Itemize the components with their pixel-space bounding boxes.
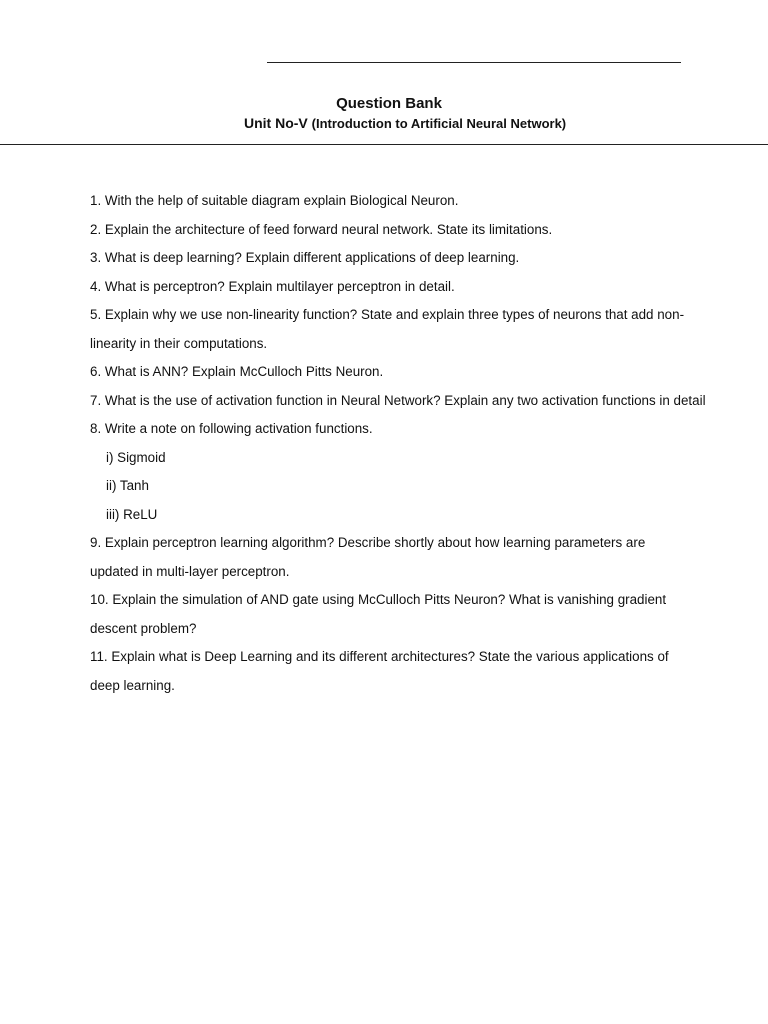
question-11-continued: deep learning. [90,677,175,693]
question-4: 4. What is perceptron? Explain multilayer perceptron in detail. [90,278,455,294]
question-7: 7. What is the use of activation function in Neural Network? Explain any two activation functions in detail [90,392,706,408]
question-1: 1. With the help of suitable diagram explain Biological Neuron. [90,193,459,208]
top-divider-line [267,62,681,63]
question-5-continued: linearity in their computations. [90,335,268,351]
unit-topic: (Introduction to Artificial Neural Network) [311,116,567,131]
question-9-continued: updated in multi-layer perceptron. [90,563,290,579]
question-10-continued: descent problem? [90,620,197,636]
question-11: 11. Explain what is Deep Learning and its different architectures? State the various applications of [90,649,669,664]
question-9: 9. Explain perceptron learning algorithm? Describe shortly about how learning parameters are [90,535,646,550]
question-8: 8. Write a note on following activation functions. [90,421,373,436]
question-3: 3. What is deep learning? Explain different applications of deep learning. [90,250,520,265]
document-title: Question Bank [336,95,442,112]
question-8-sub-sigmoid: i) Sigmoid [106,449,166,465]
question-8-sub-relu: iii) ReLU [106,506,158,522]
question-2: 2. Explain the architecture of feed forward neural network. State its limitations. [90,221,553,237]
question-5: 5. Explain why we use non-linearity function? State and explain three types of neurons that add non- [90,307,685,322]
question-8-sub-tanh: ii) Tanh [106,478,149,493]
header-divider-line [0,144,768,145]
unit-number: Unit No-V [244,115,308,131]
question-10: 10. Explain the simulation of AND gate using McCulloch Pitts Neuron? What is vanishing gradient [90,592,667,607]
unit-heading [244,115,566,131]
question-list [90,187,750,700]
question-6: 6. What is ANN? Explain McCulloch Pitts Neuron. [90,364,384,379]
